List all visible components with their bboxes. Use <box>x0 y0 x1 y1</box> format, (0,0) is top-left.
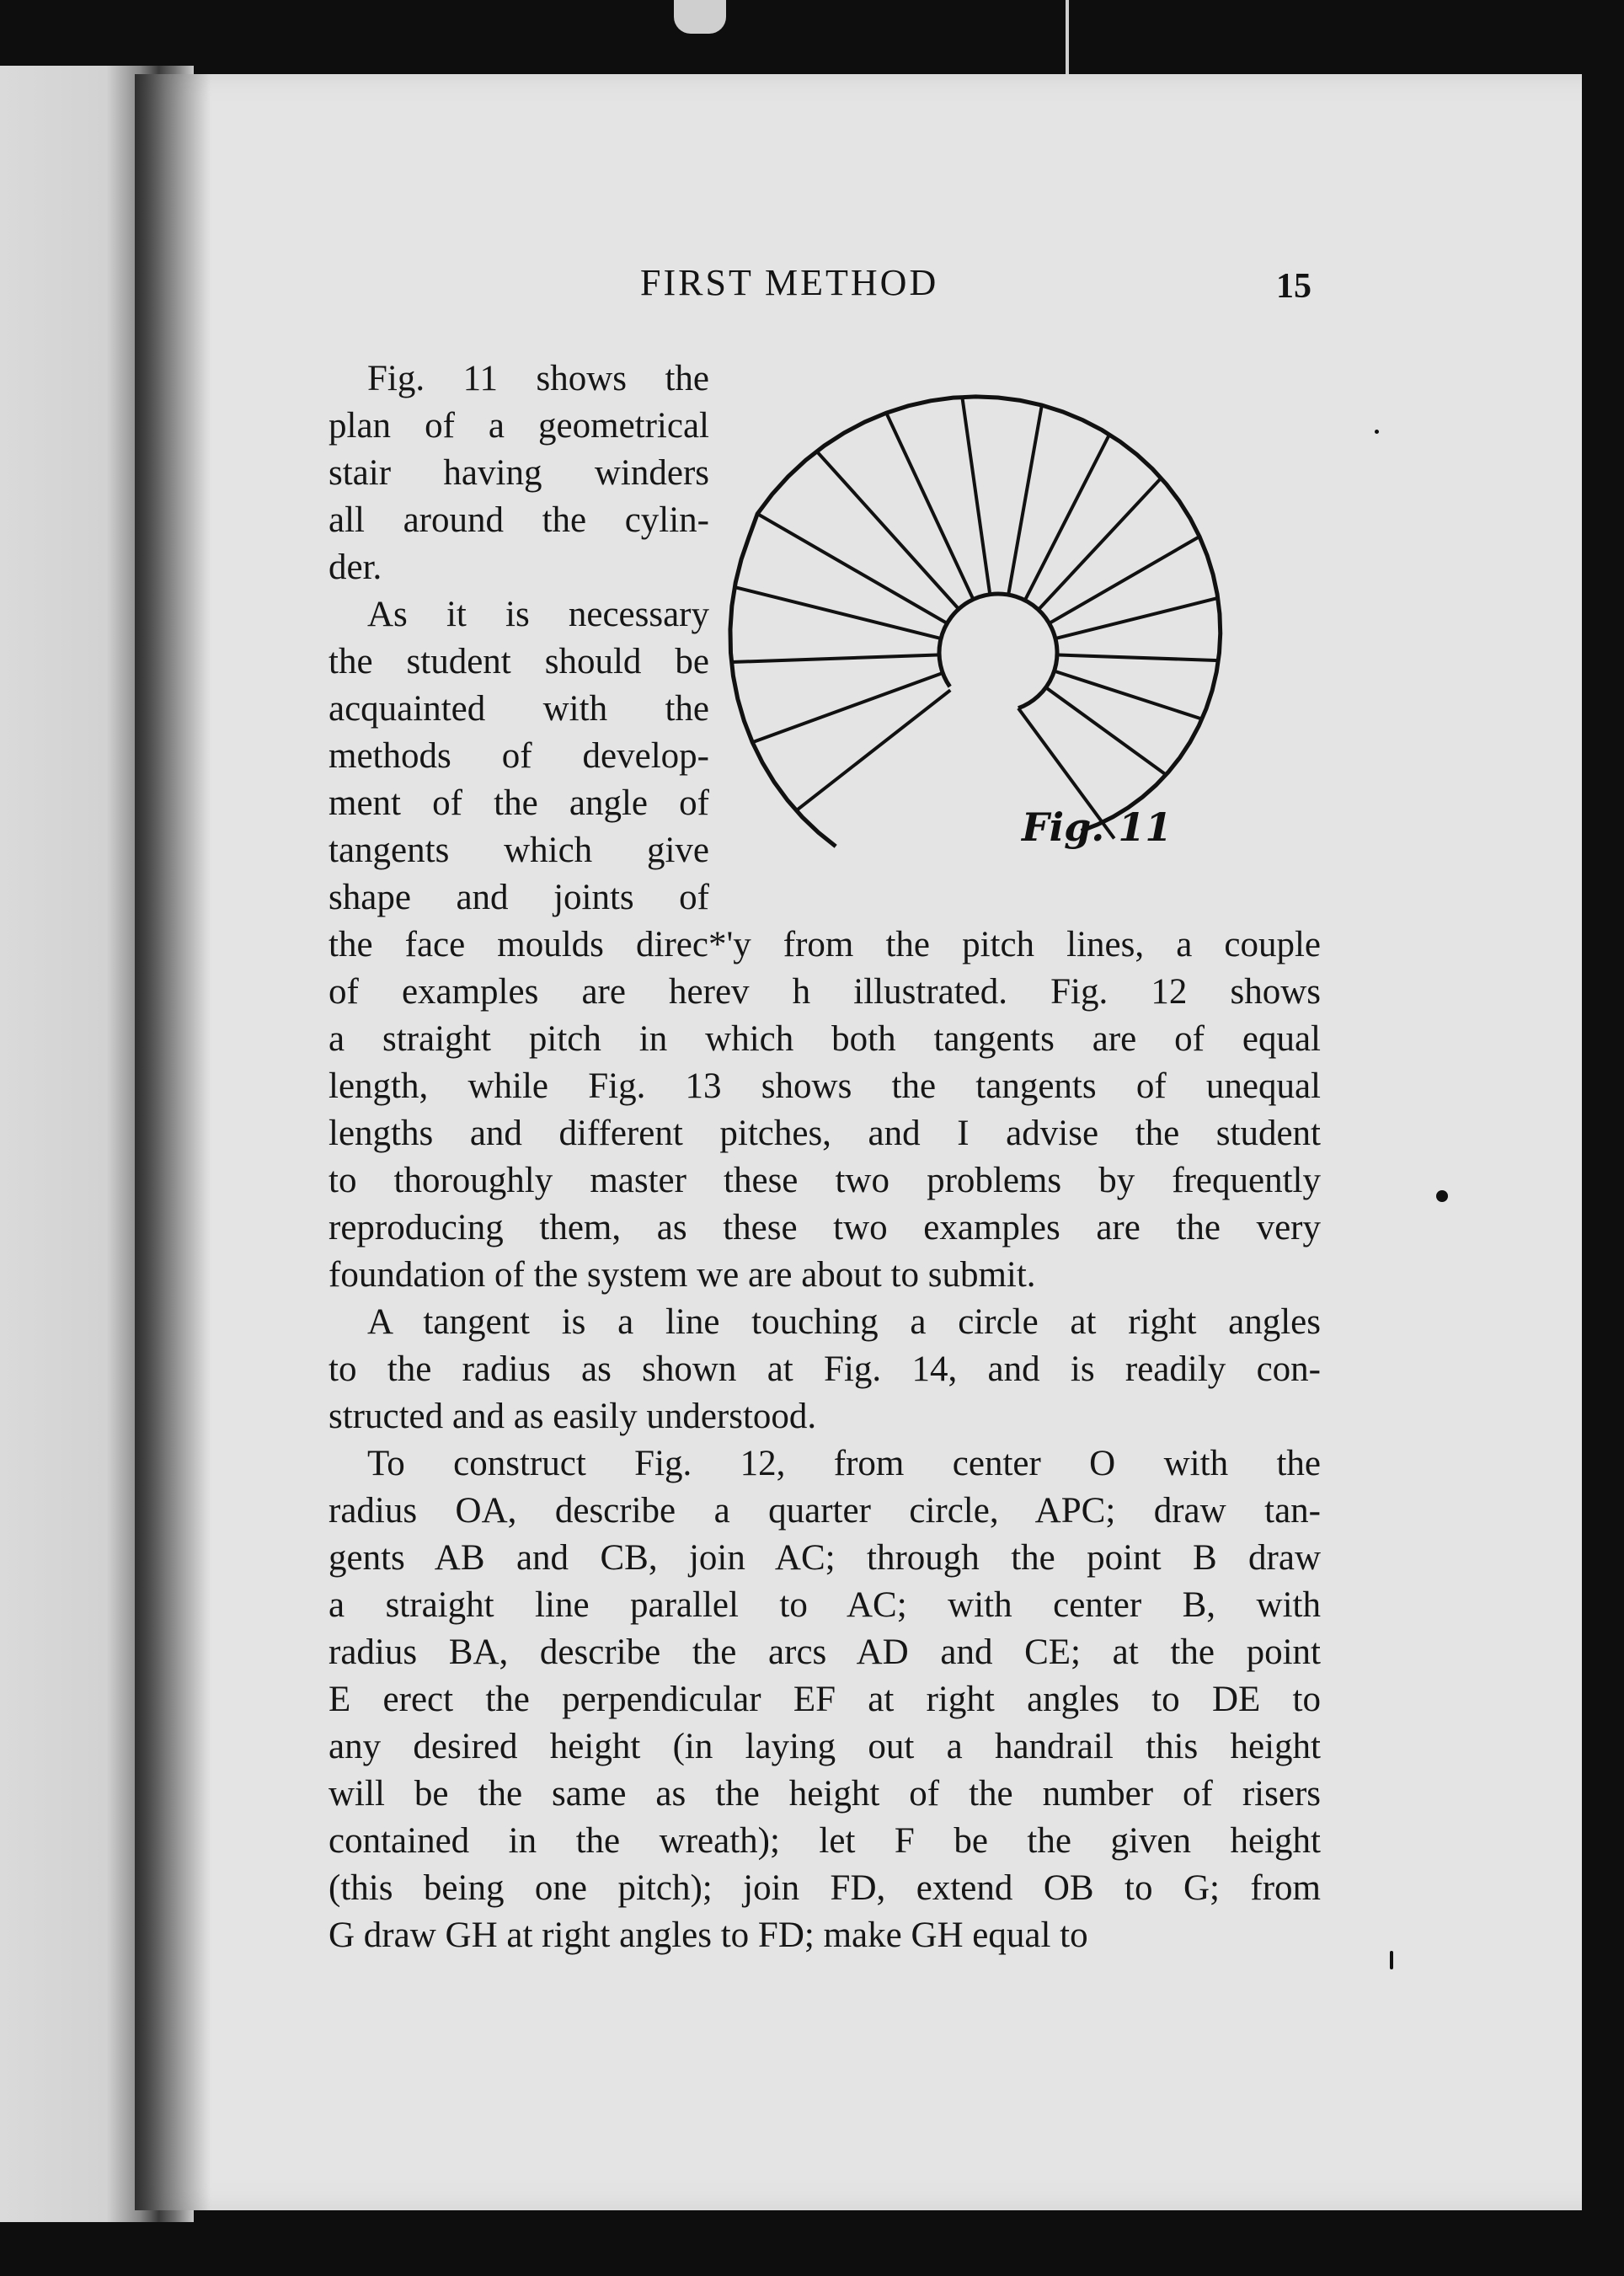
running-head: FIRST METHOD <box>640 262 939 303</box>
text-line: shape and joints of <box>329 878 709 917</box>
text-line: the face moulds direc*'y from the pitch lines, a couple <box>329 925 1321 964</box>
text-line: A tangent is a line touching a circle at right angles <box>367 1302 1321 1342</box>
text-line: (this being one pitch); join FD, extend OB to G; from <box>329 1868 1321 1908</box>
text-line: to the radius as shown at Fig. 14, and is readily con- <box>329 1349 1321 1389</box>
winder-line <box>1039 478 1161 609</box>
text-line: tangents which give <box>329 831 709 870</box>
text-line: As it is necessary <box>367 595 709 634</box>
text-line: der. <box>329 548 382 587</box>
figure-11-diagram <box>716 354 1322 884</box>
gutter-shadow <box>135 74 211 2210</box>
text-line: radius OA, describe a quarter circle, APC; draw tan- <box>329 1491 1321 1531</box>
scan-artifact <box>1066 0 1069 76</box>
winder-line <box>886 413 972 598</box>
text-line: to thoroughly master these two problems by frequently <box>329 1161 1321 1200</box>
text-line: lengths and different pitches, and I advise the student <box>329 1114 1321 1153</box>
body-text <box>329 922 1321 1959</box>
text-line: G draw GH at right angles to FD; make GH equal to <box>329 1915 1088 1955</box>
winder-line <box>1009 405 1042 593</box>
text-line: any desired height (in laying out a handrail this height <box>329 1727 1321 1766</box>
text-line: acquainted with the <box>329 689 709 729</box>
text-line: E erect the perpendicular EF at right angles to DE to <box>329 1680 1321 1719</box>
cylinder-arc <box>939 594 1057 708</box>
text-line: ment of the angle of <box>329 783 709 823</box>
spiral-stair-plan-diagram <box>716 354 1322 884</box>
text-line: the student should be <box>329 642 709 681</box>
winder-line <box>735 587 939 638</box>
figure-label: Fig. 11 <box>1022 804 1173 850</box>
winder-line <box>962 397 990 592</box>
text-line: length, while Fig. 13 shows the tangents of unequal <box>329 1066 1321 1106</box>
winder-line <box>757 514 945 622</box>
text-line: gents AB and CB, join AC; through the point B draw <box>329 1538 1321 1578</box>
text-line: structed and as easily understood. <box>329 1397 817 1436</box>
text-line: methods of develop- <box>329 736 709 776</box>
text-line: all around the cylin- <box>329 500 709 540</box>
text-line: stair having winders <box>329 453 709 493</box>
text-line: of examples are herev h illustrated. Fig. 12 shows <box>329 972 1321 1012</box>
text-line: plan of a geometrical <box>329 406 709 446</box>
scan-speck <box>1436 1190 1448 1202</box>
winder-line <box>1059 655 1218 661</box>
winder-line <box>817 451 958 608</box>
text-line: foundation of the system we are about to submit. <box>329 1255 1036 1295</box>
wrapped-paragraph <box>329 355 709 922</box>
winder-line <box>1026 435 1109 599</box>
text-line: radius BA, describe the arcs AD and CE; at the point <box>329 1632 1321 1672</box>
text-line: a straight pitch in which both tangents are of equal <box>329 1019 1321 1059</box>
scan-speck <box>1390 1951 1393 1969</box>
scan-speck <box>1375 430 1379 434</box>
scan-artifact <box>674 0 726 34</box>
winder-line <box>796 690 950 810</box>
winder-line <box>752 674 941 743</box>
text-line: reproducing them, as these two examples are the very <box>329 1208 1321 1248</box>
page-number: 15 <box>1276 267 1311 306</box>
text-line: Fig. 11 shows the <box>367 359 709 398</box>
text-line: a straight line parallel to AC; with center B, with <box>329 1585 1321 1625</box>
outer-rim <box>730 397 1221 847</box>
text-line: contained in the wreath); let F be the given height <box>329 1821 1321 1861</box>
text-line: will be the same as the height of the number of risers <box>329 1774 1321 1814</box>
winder-line <box>731 655 938 663</box>
text-line: To construct Fig. 12, from center O with the <box>367 1444 1321 1483</box>
